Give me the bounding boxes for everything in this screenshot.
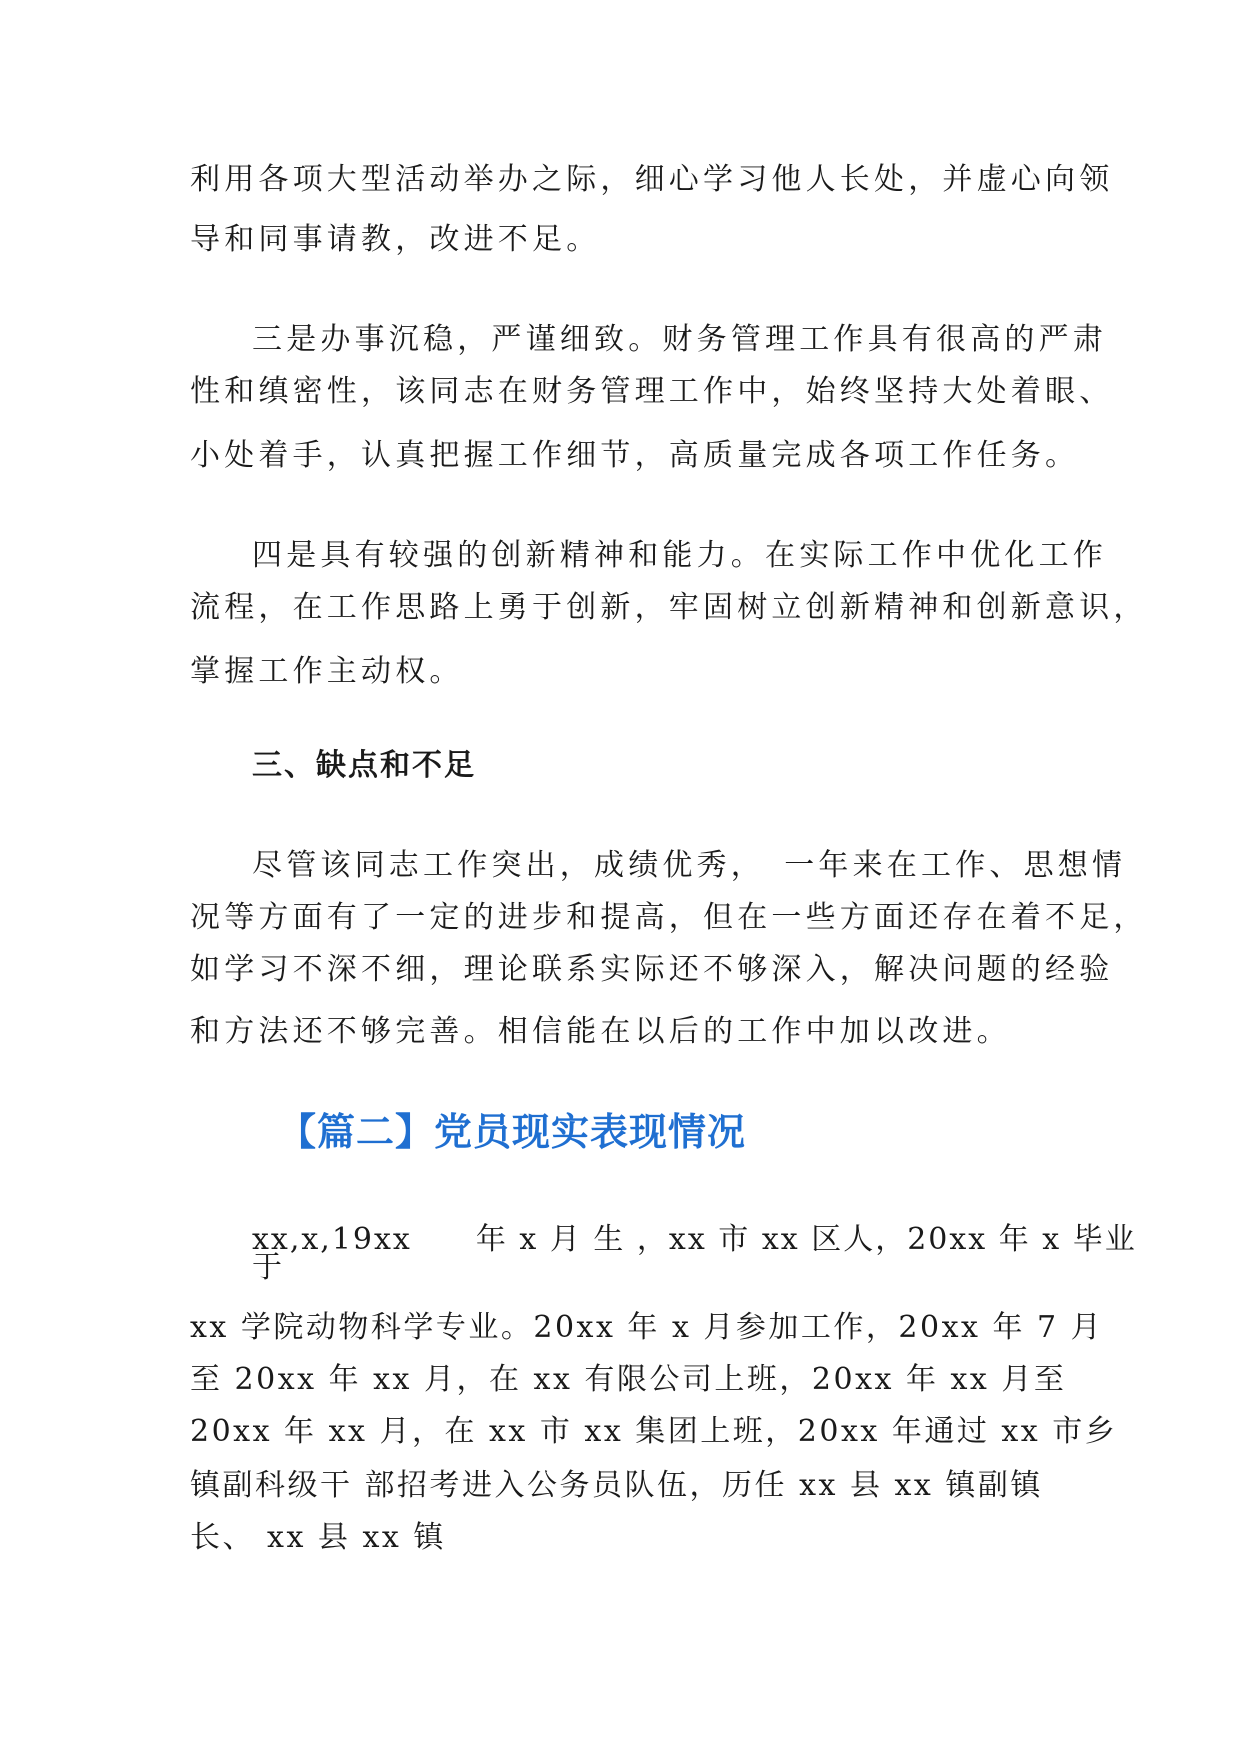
paragraph-line: 至 20xx 年 xx 月，在 xx 有限公司上班，20xx 年 xx 月至 [190,1362,1067,1397]
paragraph-line: xx,x,19xx 年 x 月 生 ，xx 市 xx 区人，20xx 年 x 毕业 [252,1222,1137,1257]
paragraph-line: xx 学院动物科学专业。20xx 年 x 月参加工作，20xx 年 7 月 [190,1310,1104,1345]
paragraph-line: 导和同事请教，改进不足。 [190,222,601,257]
paragraph-line: 如学习不深不细，理论联系实际还不够深入，解决问题的经验 [190,952,1114,987]
paragraph-line: 三是办事沉稳，严谨细致。财务管理工作具有很高的严肃 [252,322,1107,357]
section-title: 【篇二】党员现实表现情况 [278,1110,747,1154]
section-heading: 三、缺点和不足 [252,748,476,783]
paragraph-line: 况等方面有了一定的进步和提高，但在一些方面还存在着不足， [190,900,1148,935]
paragraph-line: 20xx 年 xx 月，在 xx 市 xx 集团上班，20xx 年通过 xx 市乡 [190,1414,1118,1449]
paragraph-line: 流程，在工作思路上勇于创新，牢固树立创新精神和创新意识， [190,590,1148,625]
paragraph-line: 于 [252,1250,287,1285]
paragraph-line: 利用各项大型活动举办之际，细心学习他人长处，并虚心向领 [190,162,1114,197]
paragraph-line: 镇副科级干 部招考进入公务员队伍，历任 xx 县 xx 镇副镇 [190,1468,1043,1503]
paragraph-line: 掌握工作主动权。 [190,654,464,689]
paragraph-line: 尽管该同志工作突出，成绩优秀， 一年来在工作、思想情 [252,848,1127,883]
paragraph-line: 四是具有较强的创新精神和能力。在实际工作中优化工作 [252,538,1107,573]
paragraph-line: 小处着手，认真把握工作细节，高质量完成各项工作任务。 [190,438,1080,473]
paragraph-line: 性和缜密性，该同志在财务管理工作中，始终坚持大处着眼、 [190,374,1114,409]
paragraph-line: 和方法还不够完善。相信能在以后的工作中加以改进。 [190,1014,1011,1049]
paragraph-line: 长、 xx 县 xx 镇 [190,1520,446,1555]
